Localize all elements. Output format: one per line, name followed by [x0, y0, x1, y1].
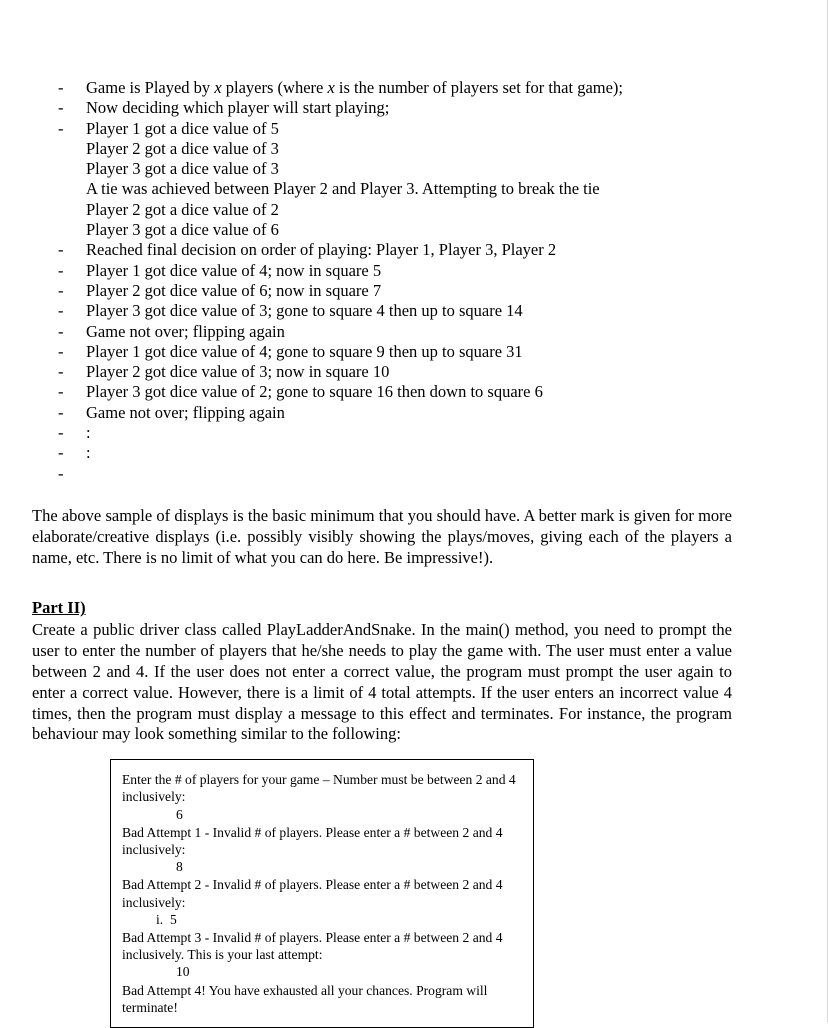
text-run: Player 2 got a dice value of 3 — [86, 138, 279, 158]
text-run: Player 1 got dice value of 4; now in square 5 — [86, 260, 382, 280]
document-content — [32, 78, 732, 1028]
list-item — [32, 403, 732, 423]
text-run: Player 2 got dice value of 3; now in square 10 — [86, 362, 390, 382]
text-run: A tie was achieved between Player 2 and Player 3. Attempting to break the tie — [86, 179, 600, 199]
text-run: Player 3 got dice value of 3; gone to square 4 then up to square 14 — [86, 301, 523, 321]
sample-output-list — [32, 78, 732, 484]
list-item — [32, 464, 732, 484]
text-run: Reached final decision on order of playing: Player 1, Player 3, Player 2 — [86, 240, 557, 260]
list-item — [32, 281, 732, 301]
list-item-line — [86, 179, 732, 199]
part2-body: Create a public driver class called PlayLadderAndSnake. In the main() method, you need to prompt the user to enter the number of players that he/she needs to play the game with. The user must enter a value between 2 and 4. If the user does not enter a correct value, the program must prompt the user again to enter a correct value. However, there is a limit of 4 total attempts. If the user enters an incorrect value 4 times, then the program must display a message to this effect and terminates. For instance, the program behaviour may look something similar to the following: — [32, 620, 732, 744]
list-item-line — [86, 423, 732, 443]
dash-marker: - — [58, 321, 64, 341]
dash-marker: - — [58, 382, 64, 402]
list-item-line — [86, 403, 732, 423]
text-run: Game not over; flipping again — [86, 402, 285, 422]
list-item-line — [86, 98, 732, 118]
dash-marker: - — [58, 118, 64, 138]
console-user-input: 8 — [176, 859, 183, 875]
list-item-line — [86, 322, 732, 342]
list-item-line — [86, 382, 732, 402]
text-run: is the number of players set for that game); — [334, 78, 623, 97]
console-prompt: Enter the # of players for your game – Number must be between 2 and 4 inclusively: — [122, 772, 520, 805]
console-sample-box — [110, 759, 534, 1028]
text-run: Player 3 got a dice value of 3 — [86, 159, 279, 179]
list-item — [32, 342, 732, 362]
text-run: Player 3 got a dice value of 6 — [86, 220, 279, 240]
console-prompt: Bad Attempt 1 - Invalid # of players. Please enter a # between 2 and 4 inclusively: — [122, 824, 506, 857]
console-block — [122, 824, 523, 876]
list-item — [32, 119, 732, 241]
console-block — [122, 929, 523, 981]
text-run: Player 2 got dice value of 6; now in square 7 — [86, 280, 382, 300]
list-item — [32, 382, 732, 402]
console-prompt: Bad Attempt 2 - Invalid # of players. Please enter a # between 2 and 4 inclusively: — [122, 877, 506, 910]
paragraph-after-list: The above sample of displays is the basic minimum that you should have. A better mark is given for more elaborate/creative displays (i.e. possibly visibly showing the plays/moves, giving each of the players a name, etc. There is no limit of what you can do here. Be impressive!). — [32, 505, 732, 567]
list-item-line — [86, 342, 732, 362]
list-item-line — [86, 119, 732, 139]
text-run: Now deciding which player will start playing; — [86, 98, 390, 118]
dash-marker: - — [58, 98, 64, 118]
list-item — [32, 240, 732, 260]
console-block — [122, 771, 523, 823]
dash-marker: - — [58, 78, 64, 97]
dash-marker: - — [58, 423, 64, 443]
dash-marker: - — [58, 362, 64, 382]
list-item-line — [86, 301, 732, 321]
text-run: Player 1 got a dice value of 5 — [86, 118, 279, 138]
console-user-input: i. 5 — [156, 911, 177, 927]
list-item-line — [86, 78, 732, 98]
dash-marker: - — [58, 260, 64, 280]
dash-marker: - — [58, 301, 64, 321]
dash-marker: - — [58, 463, 64, 483]
dash-marker: - — [58, 240, 64, 260]
console-user-input: 10 — [176, 964, 190, 980]
list-item-line — [86, 240, 732, 260]
list-item-line — [86, 159, 732, 179]
list-item-line — [86, 200, 732, 220]
console-block — [122, 982, 523, 1016]
list-item — [32, 443, 732, 463]
dash-marker: - — [58, 280, 64, 300]
text-run: Game not over; flipping again — [86, 321, 285, 341]
italic-variable: x — [214, 78, 222, 97]
text-run: : — [86, 443, 91, 463]
list-item — [32, 261, 732, 281]
list-item-line — [86, 139, 732, 159]
text-run: Player 2 got a dice value of 2 — [86, 199, 279, 219]
list-item — [32, 423, 732, 443]
dash-marker: - — [58, 443, 64, 463]
list-item-line — [86, 281, 732, 301]
list-item-line — [86, 464, 732, 484]
text-run: players (where — [221, 78, 328, 97]
text-run: Game is Played by — [86, 78, 215, 97]
list-item-line — [86, 261, 732, 281]
list-item — [32, 98, 732, 118]
part2-heading: Part II) — [32, 598, 86, 618]
dash-marker: - — [58, 402, 64, 422]
dash-marker: - — [58, 341, 64, 361]
part2-section — [32, 568, 732, 745]
list-item — [32, 78, 732, 98]
console-user-input: 6 — [176, 806, 183, 822]
console-block — [122, 876, 523, 928]
italic-variable: x — [327, 78, 335, 97]
text-run: : — [86, 423, 91, 443]
list-item-line — [86, 220, 732, 240]
text-run: Player 3 got dice value of 2; gone to square 16 then down to square 6 — [86, 382, 543, 402]
text-run: Player 1 got dice value of 4; gone to square 9 then up to square 31 — [86, 341, 523, 361]
list-item — [32, 301, 732, 321]
list-item-line — [86, 443, 732, 463]
console-prompt: Bad Attempt 3 - Invalid # of players. Please enter a # between 2 and 4 inclusively. This is your last attempt: — [122, 929, 506, 963]
list-item — [32, 322, 732, 342]
list-item — [32, 362, 732, 382]
list-item-line — [86, 362, 732, 382]
console-prompt: Bad Attempt 4! You have exhausted all your chances. Program will terminate! — [122, 982, 491, 1015]
